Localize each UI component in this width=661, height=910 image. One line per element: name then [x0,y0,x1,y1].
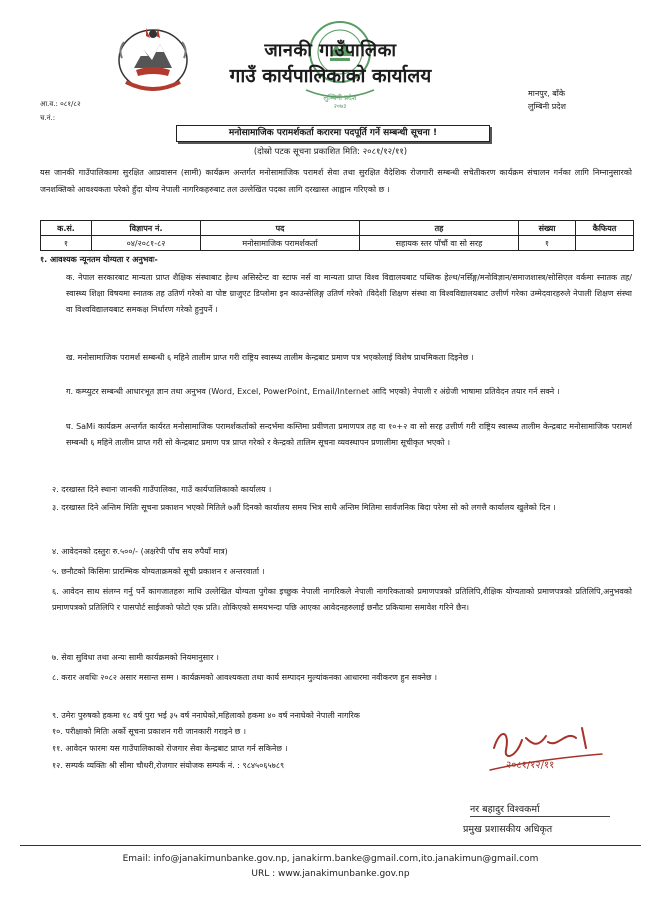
section-1-ga: ग. कम्प्युटर सम्बन्धी आधारभूत ज्ञान तथा अनुभव (Word, Excel, PowerPoint, Email/Internet आदि भएको) नेपाली र अंग्रेजी भाषामा प्रतिवेदन तयार गर्न सक्ने । [66,387,560,396]
vacancy-table [40,220,634,251]
section-7: ७. सेवा सुविधा तथा अन्यः सामी कार्यक्रमको नियमानुसार । [52,653,219,662]
section-1-heading: १. आवश्यक न्यूनतम योग्यता र अनुभवः- [40,255,158,264]
section-1-gha: घ. SaMi कार्यक्रम अन्तर्गत कार्यरत मनोसामाजिक परामर्शकर्ताको सन्दर्भमा कम्तिमा प्रवीणता प्रमाणपत्र तह वा १०+२ वा सो सरह उत्तीर्ण गरी राष्ट्रिय स्वास्थ्य तालीम केन्द्रबाट मनोसामाजिक परामर्श सम्बन्धी ६ महिने तालीम प्राप्त गरी सो केन्द्रबाट प्रमाण पत्र प्राप्त गरेको र केन्द्रको तालिम सूचना व्यवस्थापन प्रणालीमा सूचीकृत भएको । [66,422,632,447]
column-header: कैफियत [576,221,634,236]
section-10: १०. परीक्षाको मितिः अर्को सूचना प्रकाशन गरी जानकारी गराइने छ । [52,727,246,736]
section-4: ४. आवेदनको दस्तुरः रु.५००/- (अक्षरेपी पाँच सय रुपैयाँ मात्र) [52,547,228,556]
column-header: विज्ञापन नं. [92,221,201,236]
section-1-ka: क. नेपाल सरकारबाट मान्यता प्राप्त शैक्षिक संस्थाबाट हेल्थ असिस्टेन्ट वा स्टाफ नर्स वा मान्यता प्राप्त विश्व विद्यालयबाट पब्लिक हेल्थ/नर्सिङ्ग/मनोविज्ञान/समाजशास्त्र/सोसिएल वर्कमा स्नातक तह/स्वास्थ्य शिक्षा विषयमा स्नातक तह उतिर्ण गरेको वा पोष्ट ग्राजुएट डिप्लोमा इन काउन्सेलिङ्ग उतिर्ण गरेको ।विदेशी शिक्षण संस्था वा विश्वविद्यालयबाट उत्तीर्ण गरेका उम्मेदवारहरुले नेपाली शिक्षण संस्था वा विश्वविद्यालयबाट समकक्ष निर्धारण गरेको हुनुपर्ने । [66,273,632,314]
table-cell: १ [41,236,92,251]
fiscal-year-ref: आ.व.: ०८१/८२ [40,100,81,108]
office-name: गाउँ कार्यपालिकाको कार्यालय [229,65,432,87]
section-8: ८. करार अवधिः २०८२ असार मसान्त सम्म । कार्यक्रमको आवश्यकता तथा कार्य सम्पादन मुल्यांकनका आधारमा नवीकरण हुन सक्नेछ । [52,673,438,682]
column-header: क.सं. [41,221,92,236]
address-line-1: मानपुर, बाँके [528,89,565,98]
seal-province-text: लुम्बिनी प्रदेश [323,94,357,102]
municipality-name: जानकी गाउँपालिका [264,40,397,61]
section-3: ३. दरखास्त दिने अन्तिम मितिः सूचना प्रकाशन भएको मितिले ७औं दिनको कार्यालय समय भित्र साथै अन्तिम मितिमा सार्वजनिक बिदा परेमा सो को लगत्तै कार्यालय खुलेको दिन । [52,503,556,512]
address-line-2: लुम्बिनी प्रदेश [528,102,566,111]
signature-date: २०८१/१२/११ [506,760,555,771]
table-cell: सहायक स्तर पाँचौं वा सो सरह [360,236,519,251]
footer-email: Email: info@janakimunbanke.gov.np, janakirm.banke@gmail.com,ito.janakimun@gmail.com [122,854,539,864]
footer-divider [20,845,641,846]
column-header: संख्या [519,221,576,236]
dispatch-number-ref: च.नं.: [40,114,56,122]
section-6: ६. आवेदन साथ संलग्न गर्नु पर्ने कागजातहरुः माथि उल्लेखित योग्यता पुगेका इच्छुक नेपाली नागरिकले नेपाली नागरिकताको प्रमाणपत्रको प्रतिलिपि,शैक्षिक योग्यताको प्रमाणपत्रको प्रतिलिपि,अनुभवको प्रमाणपत्रको प्रतिलिपि र पासपोर्ट साईजको फोटो एक प्रति। तोकिएको समयभन्दा पछि आएका आवेदनहरुलाई छनौट प्रकियामा समावेश गरिने छैन। [52,587,632,612]
seal-year-text: २०७३ [333,103,347,108]
signature-line [470,816,610,817]
table-header-row [41,221,634,236]
section-9: ९. उमेरः पुरुषको हकमा १८ वर्ष पुरा भई ३५ वर्ष ननाघेको,महिलाको हकमा ४० वर्ष ननाघेको नेपाली नागरिक [52,711,360,720]
footer-url: URL : www.janakimunbanke.gov.np [251,869,410,879]
table-cell: ०४/२०८१-८२ [92,236,201,251]
column-header: पद [201,221,360,236]
officer-name: नर बहादुर विश्वकर्मा [470,804,540,815]
officer-title: प्रमुख प्रशासकीय अधिकृत [463,824,553,835]
table-cell: मनोसामाजिक परामर्शकर्ता [201,236,360,251]
intro-paragraph: यस जानकी गाउँपालिकामा सुरक्षित आप्रवासन (सामी) कार्यक्रम अन्तर्गत मनोसामाजिक परामर्श सेवा तथा सुरक्षित वैदेशिक रोजगारी सम्बन्धी सचेतीकरण कार्यक्रम संचालन गर्नका लागि निम्नानुसारको जनशक्तिको आवश्यकता परेको हुँदा योग्य नेपाली नागरिकहरुबाट तल उल्लेखित पदका लागि दरखास्त आह्वान गरिएको छ । [40,168,632,194]
section-1-kha: ख. मनोसामाजिक परामर्श सम्बन्धी ६ महिने तालीम प्राप्त गरी राष्ट्रिय स्वास्थ्य तालीम केन्द्रबाट प्रमाण पत्र भएकोलाई विशेष प्राथमिकता दिइनेछ । [66,353,474,362]
table-cell [576,236,634,251]
publication-date: (दोस्रो पटक सूचना प्रकाशित मिति: २०८१/१२/११) [253,147,408,157]
section-12: १२. सम्पर्क व्यक्तिः श्री सीमा चौधरी,रोजगार संयोजक सम्पर्क नं. : ९८४५०६५७८९ [52,761,285,770]
notice-title: मनोसामाजिक परामर्शकर्ता करारमा पदपूर्ति गर्ने सम्बन्धी सूचना ! [176,125,490,142]
table-cell: १ [519,236,576,251]
handwritten-signature [486,718,606,778]
section-2: २. दरखास्त दिने स्थानः जानकी गाउँपालिका, गाउँ कार्यपालिकाको कार्यालय । [52,485,272,494]
column-header: तह [360,221,519,236]
table-row [41,236,634,251]
section-11: ११. आवेदन फारमः यस गाउँपालिकाको रोजगार सेवा केन्द्रबाट प्राप्त गर्न सकिनेछ । [52,744,288,753]
section-5: ५. छनौटको किसिमः प्रारम्भिक योग्यताक्रमको सूची प्रकाशन र अन्तरवार्ता । [52,567,265,576]
